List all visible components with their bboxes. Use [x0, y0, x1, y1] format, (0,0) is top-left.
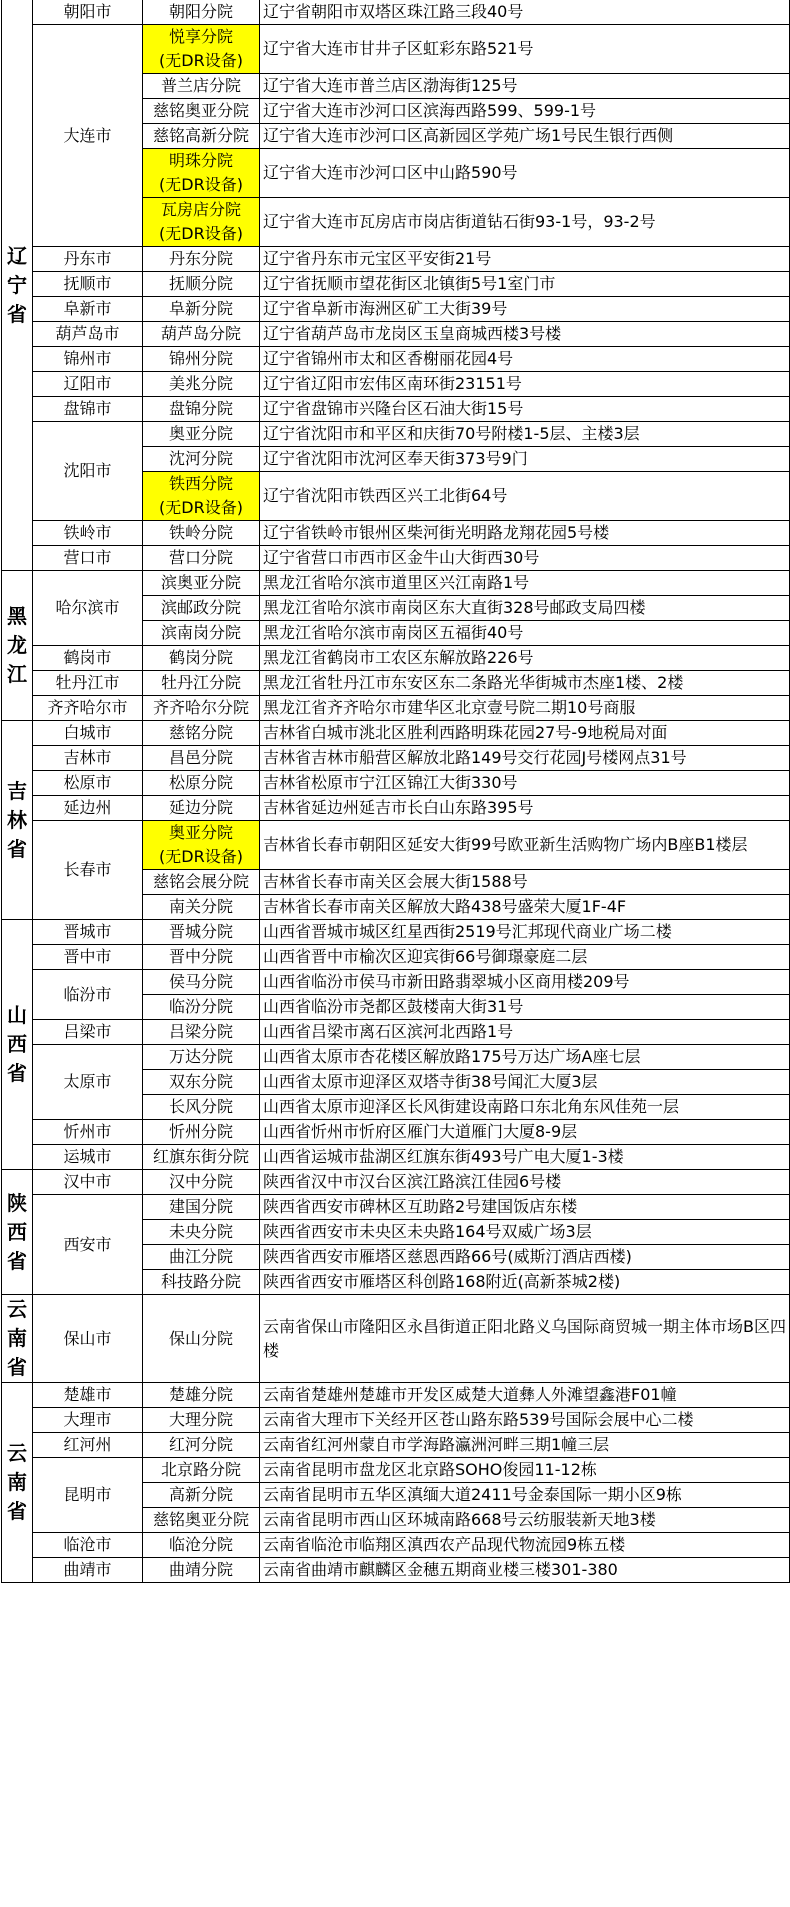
branch-name: 阜新分院	[168, 299, 233, 318]
branch-cell-highlighted	[143, 821, 260, 870]
table-row	[2, 796, 790, 821]
branch-cell	[143, 596, 260, 621]
city-cell: 晋中市	[33, 945, 143, 970]
branch-name: 红河分院	[168, 1435, 233, 1454]
branch-cell	[143, 1095, 260, 1120]
city-cell: 松原市	[33, 771, 143, 796]
branch-name: 铁岭分院	[168, 523, 233, 542]
branch-name: 悦享分院	[168, 27, 233, 46]
city-cell: 大理市	[33, 1408, 143, 1433]
branch-name: 临汾分院	[168, 997, 233, 1016]
branch-name: 美兆分院	[168, 374, 233, 393]
table-row	[2, 372, 790, 397]
address-cell: 吉林省长春市朝阳区延安大街99号欧亚新生活购物广场内B座B1楼层	[260, 821, 790, 870]
table-row	[2, 1295, 790, 1383]
no-dr-note: (无DR设备)	[159, 224, 243, 243]
branch-cell	[143, 1533, 260, 1558]
table-row	[2, 746, 790, 771]
table-row	[2, 696, 790, 721]
city-cell: 辽阳市	[33, 372, 143, 397]
address-cell: 吉林省长春市南关区会展大街1588号	[260, 870, 790, 895]
province-cell: 辽 宁 省	[2, 0, 33, 571]
branch-name: 楚雄分院	[168, 1385, 233, 1404]
address-cell: 黑龙江省哈尔滨市南岗区五福街40号	[260, 621, 790, 646]
address-cell: 陕西省汉中市汉台区滨江路滨江佳园6号楼	[260, 1170, 790, 1195]
branch-name: 明珠分院	[168, 151, 233, 170]
table-row	[2, 920, 790, 945]
branch-name: 南关分院	[168, 897, 233, 916]
branch-cell	[143, 721, 260, 746]
branch-cell	[143, 646, 260, 671]
address-cell: 黑龙江省齐齐哈尔市建华区北京壹号院二期10号商服	[260, 696, 790, 721]
city-cell: 锦州市	[33, 347, 143, 372]
branch-name: 葫芦岛分院	[160, 324, 241, 343]
table-row	[2, 1383, 790, 1408]
branch-name: 铁西分院	[168, 474, 233, 493]
city-cell: 楚雄市	[33, 1383, 143, 1408]
address-cell: 云南省楚雄州楚雄市开发区威楚大道彝人外滩望鑫港F01幢	[260, 1383, 790, 1408]
branch-cell	[143, 1045, 260, 1070]
table-row	[2, 1408, 790, 1433]
branch-name: 延边分院	[168, 798, 233, 817]
branch-cell	[143, 1383, 260, 1408]
address-cell: 云南省曲靖市麒麟区金穗五期商业楼三楼301-380	[260, 1558, 790, 1583]
address-cell: 山西省运城市盐湖区红旗东街493号广电大厦1-3楼	[260, 1145, 790, 1170]
city-cell: 太原市	[33, 1045, 143, 1120]
branch-name: 松原分院	[168, 773, 233, 792]
city-cell: 运城市	[33, 1145, 143, 1170]
branch-cell	[143, 796, 260, 821]
city-cell: 临沧市	[33, 1533, 143, 1558]
branch-name: 未央分院	[168, 1222, 233, 1241]
branch-name: 营口分院	[168, 548, 233, 567]
branch-name: 奥亚分院	[168, 424, 233, 443]
table-row	[2, 571, 790, 596]
city-cell: 抚顺市	[33, 272, 143, 297]
city-cell: 临汾市	[33, 970, 143, 1020]
branch-cell	[143, 447, 260, 472]
city-cell: 保山市	[33, 1295, 143, 1383]
branch-name: 丹东分院	[168, 249, 233, 268]
address-cell: 辽宁省大连市沙河口区高新园区学苑广场1号民生银行西侧	[260, 124, 790, 149]
branch-cell	[143, 0, 260, 25]
branch-cell	[143, 1558, 260, 1583]
address-cell: 辽宁省朝阳市双塔区珠江路三段40号	[260, 0, 790, 25]
address-cell: 黑龙江省牡丹江市东安区东二条路光华街城市杰座1楼、2楼	[260, 671, 790, 696]
address-cell: 辽宁省锦州市太和区香榭丽花园4号	[260, 347, 790, 372]
branch-name: 慈铭高新分院	[152, 126, 249, 145]
table-row	[2, 671, 790, 696]
address-cell: 辽宁省沈阳市沈河区奉天街373号9门	[260, 447, 790, 472]
no-dr-note: (无DR设备)	[159, 847, 243, 866]
branch-name: 吕梁分院	[168, 1022, 233, 1041]
branch-cell	[143, 1483, 260, 1508]
branch-cell	[143, 1195, 260, 1220]
address-cell: 辽宁省铁岭市银州区柴河街光明路龙翔花园5号楼	[260, 521, 790, 546]
address-cell: 山西省吕梁市离石区滨河北西路1号	[260, 1020, 790, 1045]
city-cell: 西安市	[33, 1195, 143, 1295]
branch-name: 朝阳分院	[168, 2, 233, 21]
table-row	[2, 422, 790, 447]
branch-cell	[143, 1145, 260, 1170]
address-cell: 陕西省西安市雁塔区科创路168附近(高新茶城2楼)	[260, 1270, 790, 1295]
table-row	[2, 272, 790, 297]
address-cell: 山西省忻州市忻府区雁门大道雁门大厦8-9层	[260, 1120, 790, 1145]
branch-cell	[143, 746, 260, 771]
branch-name: 齐齐哈尔分院	[152, 698, 249, 717]
branch-name: 红旗东街分院	[152, 1147, 249, 1166]
branch-name: 双东分院	[168, 1072, 233, 1091]
table-row	[2, 646, 790, 671]
branch-cell	[143, 322, 260, 347]
address-cell: 山西省临汾市侯马市新田路翡翠城小区商用楼209号	[260, 970, 790, 995]
branch-name: 昌邑分院	[168, 748, 233, 767]
branch-cell	[143, 970, 260, 995]
address-cell: 吉林省松原市宁江区锦江大街330号	[260, 771, 790, 796]
city-cell: 丹东市	[33, 247, 143, 272]
branch-cell	[143, 920, 260, 945]
address-cell: 山西省太原市迎泽区长风街建设南路口东北角东风佳苑一层	[260, 1095, 790, 1120]
address-cell: 云南省昆明市西山区环城南路668号云纺服装新天地3楼	[260, 1508, 790, 1533]
branch-cell	[143, 1270, 260, 1295]
city-cell: 大连市	[33, 25, 143, 247]
city-cell: 葫芦岛市	[33, 322, 143, 347]
address-cell: 辽宁省抚顺市望花街区北镇街5号1室门市	[260, 272, 790, 297]
table-row	[2, 397, 790, 422]
city-cell: 白城市	[33, 721, 143, 746]
address-cell: 黑龙江省鹤岗市工农区东解放路226号	[260, 646, 790, 671]
table-row	[2, 970, 790, 995]
branch-name: 沈河分院	[168, 449, 233, 468]
province-cell: 黑 龙 江	[2, 571, 33, 721]
no-dr-note: (无DR设备)	[159, 498, 243, 517]
branch-name: 滨奥亚分院	[160, 573, 241, 592]
table-row	[2, 1145, 790, 1170]
address-cell: 山西省太原市杏花楼区解放路175号万达广场A座七层	[260, 1045, 790, 1070]
branch-cell-highlighted	[143, 198, 260, 247]
address-cell: 云南省临沧市临翔区滇西农产品现代物流园9栋五楼	[260, 1533, 790, 1558]
branch-table	[1, 0, 790, 1583]
address-cell: 辽宁省葫芦岛市龙岗区玉皇商城西楼3号楼	[260, 322, 790, 347]
branch-name: 忻州分院	[168, 1122, 233, 1141]
branch-name: 曲江分院	[168, 1247, 233, 1266]
branch-name: 慈铭奥亚分院	[152, 101, 249, 120]
branch-name: 科技路分院	[160, 1272, 241, 1291]
city-cell: 昆明市	[33, 1458, 143, 1533]
table-row	[2, 521, 790, 546]
branch-cell	[143, 571, 260, 596]
city-cell: 忻州市	[33, 1120, 143, 1145]
address-cell: 吉林省长春市南关区解放大路438号盛荣大厦1F-4F	[260, 895, 790, 920]
branch-cell	[143, 696, 260, 721]
table-row	[2, 945, 790, 970]
address-cell: 黑龙江省哈尔滨市道里区兴江南路1号	[260, 571, 790, 596]
branch-cell	[143, 397, 260, 422]
branch-cell	[143, 621, 260, 646]
city-cell: 延边州	[33, 796, 143, 821]
branch-cell	[143, 1170, 260, 1195]
table-row	[2, 1458, 790, 1483]
branch-name: 临沧分院	[168, 1535, 233, 1554]
no-dr-note: (无DR设备)	[159, 175, 243, 194]
branch-cell	[143, 1245, 260, 1270]
city-cell: 鹤岗市	[33, 646, 143, 671]
table-row	[2, 1533, 790, 1558]
table-row	[2, 1195, 790, 1220]
address-cell: 吉林省延边州延吉市长白山东路395号	[260, 796, 790, 821]
branch-cell	[143, 1020, 260, 1045]
address-cell: 山西省晋城市城区红星西街2519号汇邦现代商业广场二楼	[260, 920, 790, 945]
branch-name: 锦州分院	[168, 349, 233, 368]
branch-cell	[143, 1120, 260, 1145]
city-cell: 吕梁市	[33, 1020, 143, 1045]
branch-name: 曲靖分院	[168, 1560, 233, 1579]
branch-cell	[143, 771, 260, 796]
table-row	[2, 721, 790, 746]
branch-cell	[143, 945, 260, 970]
branch-name: 慈铭奥亚分院	[152, 1510, 249, 1529]
table-row	[2, 25, 790, 74]
address-cell: 辽宁省丹东市元宝区平安街21号	[260, 247, 790, 272]
province-cell: 陕 西 省	[2, 1170, 33, 1295]
address-cell: 陕西省西安市碑林区互助路2号建国饭店东楼	[260, 1195, 790, 1220]
address-cell: 辽宁省大连市沙河口区滨海西路599、599-1号	[260, 99, 790, 124]
address-cell: 云南省红河州蒙自市学海路瀛洲河畔三期1幢三层	[260, 1433, 790, 1458]
branch-name: 奥亚分院	[168, 823, 233, 842]
address-cell: 陕西省西安市未央区未央路164号双威广场3层	[260, 1220, 790, 1245]
table-row	[2, 347, 790, 372]
branch-cell	[143, 247, 260, 272]
table-row	[2, 1433, 790, 1458]
address-cell: 云南省大理市下关经开区苍山路东路539号国际会展中心二楼	[260, 1408, 790, 1433]
province-cell: 云 南 省	[2, 1383, 33, 1583]
city-cell: 铁岭市	[33, 521, 143, 546]
branch-name: 盘锦分院	[168, 399, 233, 418]
branch-name: 长风分院	[168, 1097, 233, 1116]
city-cell: 齐齐哈尔市	[33, 696, 143, 721]
branch-cell	[143, 1433, 260, 1458]
address-cell: 辽宁省大连市沙河口区中山路590号	[260, 149, 790, 198]
table-row	[2, 771, 790, 796]
address-cell: 辽宁省大连市普兰店区渤海街125号	[260, 74, 790, 99]
branch-name: 侯马分院	[168, 972, 233, 991]
address-cell: 辽宁省沈阳市和平区和庆街70号附楼1-5层、主楼3层	[260, 422, 790, 447]
city-cell: 吉林市	[33, 746, 143, 771]
city-cell: 长春市	[33, 821, 143, 920]
table-row	[2, 1020, 790, 1045]
address-cell: 吉林省白城市洮北区胜利西路明珠花园27号-9地税局对面	[260, 721, 790, 746]
address-cell: 辽宁省沈阳市铁西区兴工北街64号	[260, 472, 790, 521]
branch-cell	[143, 1508, 260, 1533]
city-cell: 哈尔滨市	[33, 571, 143, 646]
branch-cell	[143, 372, 260, 397]
address-cell: 辽宁省盘锦市兴隆台区石油大街15号	[260, 397, 790, 422]
province-cell: 山 西 省	[2, 920, 33, 1170]
address-cell: 辽宁省大连市甘井子区虹彩东路521号	[260, 25, 790, 74]
city-cell: 牡丹江市	[33, 671, 143, 696]
province-cell: 云 南 省	[2, 1295, 33, 1383]
branch-cell	[143, 74, 260, 99]
table-row	[2, 322, 790, 347]
no-dr-note: (无DR设备)	[159, 51, 243, 70]
city-cell: 沈阳市	[33, 422, 143, 521]
branch-name: 建国分院	[168, 1197, 233, 1216]
address-cell: 山西省临汾市尧都区鼓楼南大街31号	[260, 995, 790, 1020]
table-row	[2, 1045, 790, 1070]
city-cell: 营口市	[33, 546, 143, 571]
branch-name: 晋城分院	[168, 922, 233, 941]
branch-name: 慈铭会展分院	[152, 872, 249, 891]
address-cell: 云南省昆明市五华区滇缅大道2411号金泰国际一期小区9栋	[260, 1483, 790, 1508]
branch-cell	[143, 521, 260, 546]
branch-name: 汉中分院	[168, 1172, 233, 1191]
branch-name: 高新分院	[168, 1485, 233, 1504]
city-cell: 红河州	[33, 1433, 143, 1458]
branch-name: 滨南岗分院	[160, 623, 241, 642]
branch-name: 保山分院	[168, 1328, 233, 1348]
branch-cell	[143, 297, 260, 322]
city-cell: 阜新市	[33, 297, 143, 322]
branch-cell	[143, 272, 260, 297]
branch-name: 晋中分院	[168, 947, 233, 966]
address-cell: 山西省晋中市榆次区迎宾街66号御璟豪庭二层	[260, 945, 790, 970]
address-cell: 云南省保山市隆阳区永昌街道正阳北路义乌国际商贸城一期主体市场B区四楼	[260, 1295, 790, 1383]
table-row	[2, 0, 790, 25]
branch-cell	[143, 99, 260, 124]
branch-cell	[143, 422, 260, 447]
table-row	[2, 1558, 790, 1583]
branch-cell	[143, 1220, 260, 1245]
branch-cell	[143, 124, 260, 149]
branch-name: 普兰店分院	[160, 76, 241, 95]
branch-name: 抚顺分院	[168, 274, 233, 293]
address-cell: 山西省太原市迎泽区双塔寺街38号闻汇大厦3层	[260, 1070, 790, 1095]
table-row	[2, 546, 790, 571]
branch-name: 瓦房店分院	[160, 200, 241, 219]
branch-name: 大理分院	[168, 1410, 233, 1429]
branch-name: 鹤岗分院	[168, 648, 233, 667]
branch-cell	[143, 995, 260, 1020]
branch-cell-highlighted	[143, 149, 260, 198]
table-row	[2, 297, 790, 322]
branch-cell	[143, 870, 260, 895]
branch-cell	[143, 895, 260, 920]
address-cell: 辽宁省阜新市海洲区矿工大街39号	[260, 297, 790, 322]
branch-cell	[143, 671, 260, 696]
branch-cell	[143, 1070, 260, 1095]
address-cell: 辽宁省营口市西市区金牛山大街西30号	[260, 546, 790, 571]
city-cell: 朝阳市	[33, 0, 143, 25]
branch-cell	[143, 1295, 260, 1383]
city-cell: 曲靖市	[33, 1558, 143, 1583]
branch-cell	[143, 1458, 260, 1483]
province-cell: 吉 林 省	[2, 721, 33, 920]
city-cell: 盘锦市	[33, 397, 143, 422]
branch-cell-highlighted	[143, 472, 260, 521]
address-cell: 云南省昆明市盘龙区北京路SOHO俊园11-12栋	[260, 1458, 790, 1483]
address-cell: 辽宁省辽阳市宏伟区南环街23151号	[260, 372, 790, 397]
table-row	[2, 821, 790, 870]
branch-cell-highlighted	[143, 25, 260, 74]
table-row	[2, 247, 790, 272]
branch-name: 北京路分院	[160, 1460, 241, 1479]
address-cell: 吉林省吉林市船营区解放北路149号交行花园J号楼网点31号	[260, 746, 790, 771]
table-row	[2, 1170, 790, 1195]
branch-cell	[143, 546, 260, 571]
address-cell: 陕西省西安市雁塔区慈恩西路66号(威斯汀酒店西楼)	[260, 1245, 790, 1270]
branch-name: 滨邮政分院	[160, 598, 241, 617]
branch-cell	[143, 1408, 260, 1433]
branch-name: 慈铭分院	[168, 723, 233, 742]
address-cell: 辽宁省大连市瓦房店市岗店街道钻石街93-1号，93-2号	[260, 198, 790, 247]
branch-name: 万达分院	[168, 1047, 233, 1066]
address-cell: 黑龙江省哈尔滨市南岗区东大直街328号邮政支局四楼	[260, 596, 790, 621]
branch-cell	[143, 347, 260, 372]
city-cell: 汉中市	[33, 1170, 143, 1195]
city-cell: 晋城市	[33, 920, 143, 945]
table-row	[2, 1120, 790, 1145]
branch-name: 牡丹江分院	[160, 673, 241, 692]
